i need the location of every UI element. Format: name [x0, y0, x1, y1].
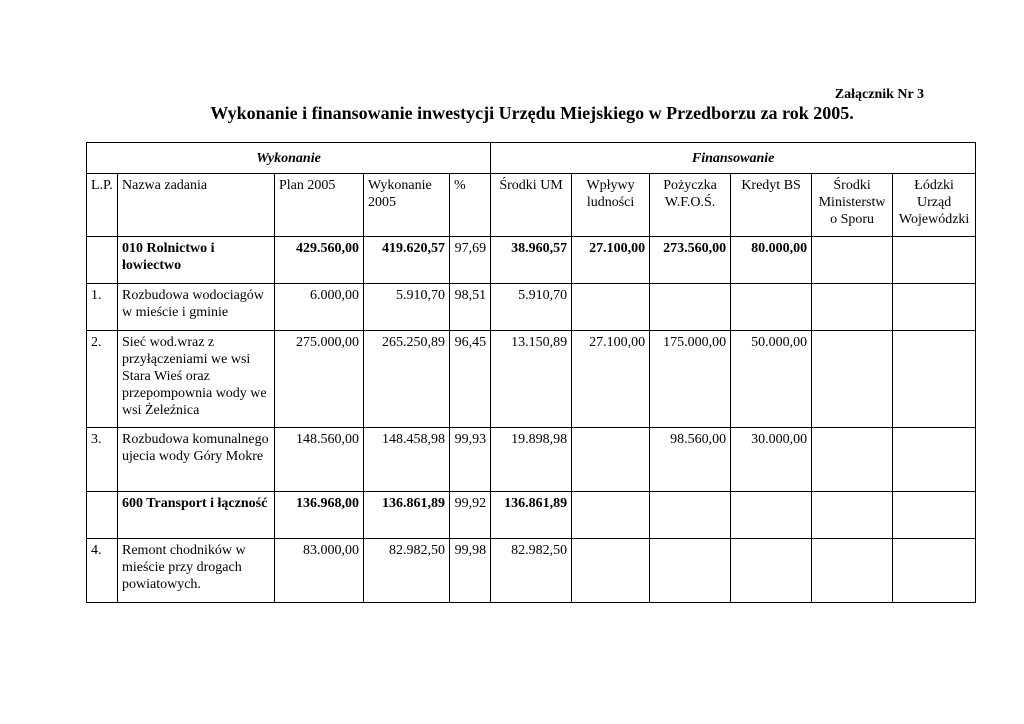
- section-row: [87, 492, 976, 539]
- cell-voivode: [893, 492, 976, 539]
- col-ministry: Środki Ministerstw o Sporu: [812, 174, 893, 237]
- cell-plan: 275.000,00: [275, 331, 364, 428]
- group-financing: Finansowanie: [491, 143, 976, 174]
- column-header-row: [87, 174, 976, 237]
- cell-lp: 3.: [87, 428, 118, 492]
- table-row: [87, 428, 976, 492]
- cell-um: 136.861,89: [491, 492, 572, 539]
- cell-plan: 136.968,00: [275, 492, 364, 539]
- cell-ministry: [812, 237, 893, 284]
- cell-plan: 83.000,00: [275, 539, 364, 603]
- cell-task: Sieć wod.wraz z przyłączeniami we wsi Stara Wieś oraz przepompownia wody we wsi Żeleźnica: [118, 331, 275, 428]
- cell-done: 136.861,89: [364, 492, 450, 539]
- col-voivode: Łódzki Urząd Wojewódzki: [893, 174, 976, 237]
- cell-residents: [572, 492, 650, 539]
- col-residents: Wpływy ludności: [572, 174, 650, 237]
- cell-done: 82.982,50: [364, 539, 450, 603]
- cell-residents: 27.100,00: [572, 331, 650, 428]
- col-bs: Kredyt BS: [731, 174, 812, 237]
- cell-voivode: [893, 539, 976, 603]
- cell-voivode: [893, 331, 976, 428]
- cell-bs: 80.000,00: [731, 237, 812, 284]
- cell-plan: 429.560,00: [275, 237, 364, 284]
- cell-bs: [731, 492, 812, 539]
- col-pct: %: [450, 174, 491, 237]
- cell-residents: [572, 284, 650, 331]
- cell-loan: [650, 539, 731, 603]
- section-row: [87, 237, 976, 284]
- annex-label: Załącznik Nr 3: [834, 87, 924, 102]
- cell-lp: [87, 237, 118, 284]
- col-done: Wykonanie 2005: [364, 174, 450, 237]
- cell-loan: [650, 492, 731, 539]
- table-row: [87, 539, 976, 603]
- col-um: Środki UM: [491, 174, 572, 237]
- table-row: [87, 284, 976, 331]
- group-execution: Wykonanie: [87, 143, 491, 174]
- cell-ministry: [812, 284, 893, 331]
- cell-um: 13.150,89: [491, 331, 572, 428]
- cell-um: 38.960,57: [491, 237, 572, 284]
- cell-task: Rozbudowa wodociagów w mieście i gminie: [118, 284, 275, 331]
- cell-pct: 98,51: [450, 284, 491, 331]
- cell-done: 265.250,89: [364, 331, 450, 428]
- cell-pct: 99,98: [450, 539, 491, 603]
- cell-um: 5.910,70: [491, 284, 572, 331]
- cell-task: Rozbudowa komunalnego ujecia wody Góry Mokre: [118, 428, 275, 492]
- cell-ministry: [812, 428, 893, 492]
- cell-ministry: [812, 331, 893, 428]
- col-loan: Pożyczka W.F.O.Ś.: [650, 174, 731, 237]
- cell-bs: [731, 284, 812, 331]
- cell-ministry: [812, 539, 893, 603]
- cell-plan: 6.000,00: [275, 284, 364, 331]
- cell-ministry: [812, 492, 893, 539]
- cell-voivode: [893, 428, 976, 492]
- cell-loan: 175.000,00: [650, 331, 731, 428]
- cell-residents: [572, 539, 650, 603]
- cell-done: 419.620,57: [364, 237, 450, 284]
- col-plan: Plan 2005: [275, 174, 364, 237]
- cell-lp: [87, 492, 118, 539]
- page-title: Wykonanie i finansowanie inwestycji Urzędu Miejskiego w Przedborzu za rok 2005.: [210, 103, 854, 123]
- cell-done: 5.910,70: [364, 284, 450, 331]
- cell-um: 82.982,50: [491, 539, 572, 603]
- cell-lp: 2.: [87, 331, 118, 428]
- cell-loan: [650, 284, 731, 331]
- cell-done: 148.458,98: [364, 428, 450, 492]
- investment-table: [86, 142, 976, 603]
- cell-task: 010 Rolnictwo i łowiectwo: [118, 237, 275, 284]
- cell-um: 19.898,98: [491, 428, 572, 492]
- cell-loan: 273.560,00: [650, 237, 731, 284]
- cell-pct: 97,69: [450, 237, 491, 284]
- cell-pct: 99,93: [450, 428, 491, 492]
- cell-plan: 148.560,00: [275, 428, 364, 492]
- cell-loan: 98.560,00: [650, 428, 731, 492]
- cell-bs: 30.000,00: [731, 428, 812, 492]
- cell-task: Remont chodników w mieście przy drogach powiatowych.: [118, 539, 275, 603]
- cell-pct: 99,92: [450, 492, 491, 539]
- cell-task: 600 Transport i łączność: [118, 492, 275, 539]
- cell-bs: [731, 539, 812, 603]
- col-lp: L.P.: [87, 174, 118, 237]
- cell-voivode: [893, 237, 976, 284]
- cell-bs: 50.000,00: [731, 331, 812, 428]
- table-row: [87, 331, 976, 428]
- cell-residents: [572, 428, 650, 492]
- cell-residents: 27.100,00: [572, 237, 650, 284]
- cell-voivode: [893, 284, 976, 331]
- group-header-row: [87, 143, 976, 174]
- col-task: Nazwa zadania: [118, 174, 275, 237]
- cell-pct: 96,45: [450, 331, 491, 428]
- cell-lp: 1.: [87, 284, 118, 331]
- cell-lp: 4.: [87, 539, 118, 603]
